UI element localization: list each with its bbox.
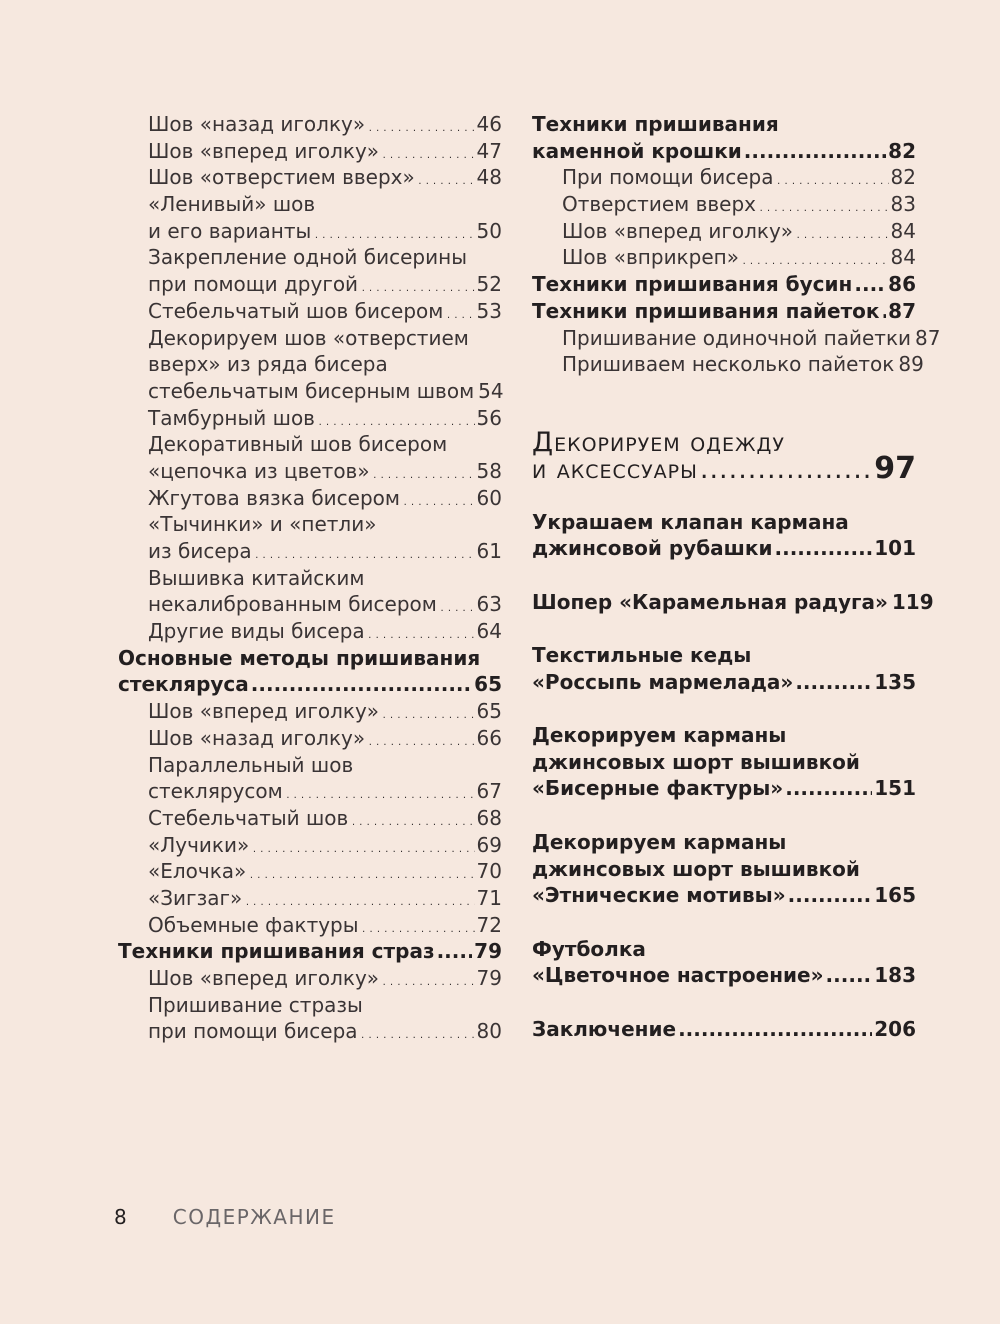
toc-entry-title: Пришивание одиночной пайетки xyxy=(562,325,912,350)
toc-dot-leader xyxy=(445,298,474,325)
toc-spacer xyxy=(532,562,916,589)
toc-subentry xyxy=(118,752,502,779)
toc-entry-title: Другие виды бисера xyxy=(148,619,365,644)
toc-chapter-entry xyxy=(532,829,916,856)
toc-subentry xyxy=(118,111,502,138)
toc-dot-leader xyxy=(372,458,475,485)
toc-entry-title: Техники пришивания xyxy=(532,112,779,136)
toc-entry-title: Техники пришивания бусин xyxy=(532,272,853,297)
toc-page-number: 101 xyxy=(874,536,916,561)
toc-entry-title: Жгутова вязка бисером xyxy=(148,485,400,510)
toc-chapter-entry xyxy=(532,642,916,669)
toc-entry-title: при помощи бисера xyxy=(148,1019,358,1044)
toc-chapter-entry xyxy=(532,589,934,616)
toc-dot-leader xyxy=(251,832,474,859)
toc-dot-leader xyxy=(381,138,475,165)
toc-dot-leader xyxy=(367,618,475,645)
toc-section-spacer xyxy=(532,378,916,430)
toc-page-number: 65 xyxy=(476,699,502,724)
toc-page-number: 89 xyxy=(898,352,924,377)
toc-subentry xyxy=(118,965,502,992)
toc-dot-leader xyxy=(248,858,474,885)
toc-subentry xyxy=(118,298,502,325)
toc-subentry xyxy=(118,244,502,271)
toc-entry-title: Параллельный шов xyxy=(148,752,354,777)
toc-entry-title: каменной крошки xyxy=(532,138,742,163)
toc-spacer xyxy=(532,615,916,642)
toc-entry-title: Шов «вперед иголку» xyxy=(148,699,380,724)
toc-subentry xyxy=(118,698,502,725)
toc-page-number: 47 xyxy=(476,138,502,163)
toc-entry-title: «Россыпь мармелада» xyxy=(532,669,794,694)
toc-entry-title: «Лучики» xyxy=(148,832,250,857)
toc-subentry xyxy=(118,858,502,885)
toc-chapter-entry xyxy=(532,1016,916,1043)
toc-subentry xyxy=(532,351,924,378)
toc-subentry xyxy=(118,538,502,565)
toc-spacer xyxy=(532,909,916,936)
toc-page-number: 52 xyxy=(476,272,502,297)
toc-subentry xyxy=(118,485,502,512)
toc-dot-leader xyxy=(881,298,886,325)
toc-subentry xyxy=(532,164,916,191)
toc-page-number: 82 xyxy=(890,165,916,190)
toc-entry-title: Шов «назад иголку» xyxy=(148,725,366,750)
toc-chapter-entry xyxy=(532,882,916,909)
toc-entry-title: Отверстием вверх xyxy=(562,192,756,217)
toc-entry-title: «Елочка» xyxy=(148,859,247,884)
toc-entry-title: из бисера xyxy=(148,539,252,563)
toc-chapter-entry xyxy=(532,535,916,562)
toc-chapter-entry xyxy=(532,749,916,776)
toc-dot-leader xyxy=(744,138,886,165)
toc-entry-title: Шов «отверстием вверх» xyxy=(148,165,415,190)
toc-entry-title: Пришиваем несколько пайеток xyxy=(562,352,895,377)
toc-page-number: 48 xyxy=(476,165,502,190)
toc-subentry xyxy=(532,244,916,271)
toc-dot-leader xyxy=(437,938,473,965)
toc-page-number: 65 xyxy=(474,672,502,697)
toc-page-number: 97 xyxy=(874,450,916,486)
toc-page-number: 80 xyxy=(476,1019,502,1044)
toc-subentry xyxy=(118,431,502,458)
toc-chapter-entry xyxy=(532,669,916,696)
toc-spacer xyxy=(532,695,916,722)
toc-entry-title: «Зигзаг» xyxy=(148,885,243,910)
toc-spacer xyxy=(532,482,916,509)
toc-dot-leader xyxy=(776,164,889,191)
toc-subentry xyxy=(532,218,916,245)
toc-entry-title: Техники пришивания страз xyxy=(118,939,435,964)
toc-dot-leader xyxy=(285,778,475,805)
toc-entry-title: Шов «вприкреп» xyxy=(562,245,739,270)
toc-page-number: 64 xyxy=(476,619,502,644)
toc-subentry xyxy=(532,325,941,352)
toc-page-number: 84 xyxy=(890,245,916,270)
toc-entry-title: Футболка xyxy=(532,936,646,961)
toc-subentry xyxy=(118,458,502,485)
toc-entry-title: Декорируем карманы xyxy=(532,829,787,854)
toc-page-number: 61 xyxy=(476,539,502,563)
toc-dot-leader xyxy=(381,965,475,992)
toc-dot-leader xyxy=(244,885,474,912)
toc-chapter-entry xyxy=(532,138,916,165)
page-number: 8 xyxy=(114,1205,127,1229)
toc-spacer xyxy=(532,989,916,1016)
toc-entry-title: Украшаем клапан кармана xyxy=(532,509,849,534)
toc-subentry xyxy=(118,992,502,1019)
toc-page-number: 58 xyxy=(476,458,502,483)
toc-page-number: 135 xyxy=(874,669,916,694)
toc-entry-title: Стебельчатый шов бисером xyxy=(148,298,444,323)
toc-entry-title: стеклярусом xyxy=(148,779,283,804)
toc-subentry xyxy=(118,405,502,432)
toc-entry-title: Тамбурный шов xyxy=(148,405,315,430)
toc-entry-title: Декорируем одежду xyxy=(532,426,785,458)
toc-page-number: 87 xyxy=(915,325,941,350)
toc-entry-title: «Бисерные фактуры» xyxy=(532,776,784,801)
toc-entry-title: Стебельчатый шов xyxy=(148,805,349,830)
toc-subentry xyxy=(118,138,502,165)
toc-entry-title: Техники пришивания пайеток xyxy=(532,298,880,323)
toc-dot-leader xyxy=(417,164,475,191)
toc-entry-title: «Этнические мотивы» xyxy=(532,883,786,908)
toc-subentry xyxy=(118,912,502,939)
toc-subentry xyxy=(118,618,502,645)
toc-page-number: 83 xyxy=(890,192,916,217)
toc-dot-leader xyxy=(700,457,872,483)
toc-dot-leader xyxy=(254,538,475,565)
toc-page-number: 56 xyxy=(476,405,502,430)
toc-entry-title: «Цветочное настроение» xyxy=(532,963,824,988)
toc-subentry xyxy=(118,164,502,191)
toc-chapter-entry xyxy=(532,271,916,298)
toc-chapter-entry xyxy=(532,775,916,802)
toc-chapter-entry xyxy=(532,936,916,963)
toc-page-number: 50 xyxy=(476,218,502,243)
toc-subentry xyxy=(118,725,502,752)
toc-dot-leader xyxy=(788,882,873,909)
toc-entry-title: Декоративный шов бисером xyxy=(148,432,448,457)
toc-page-number: 63 xyxy=(476,592,502,617)
toc-chapter-entry xyxy=(532,722,916,749)
toc-subentry xyxy=(118,885,502,912)
toc-dot-leader xyxy=(350,805,474,832)
toc-entry-title: Декорируем карманы xyxy=(532,723,787,748)
toc-dot-leader xyxy=(826,962,873,989)
toc-entry-title: джинсовых шорт вышивкой xyxy=(532,856,860,881)
toc-entry-title: некалиброванным бисером xyxy=(148,592,437,617)
toc-subentry xyxy=(118,378,502,405)
toc-page-number: 119 xyxy=(891,589,934,614)
toc-subentry xyxy=(532,191,916,218)
toc-entry-title: и аксессуары xyxy=(532,453,698,485)
toc-dot-leader xyxy=(317,405,475,432)
toc-dot-leader xyxy=(795,669,872,696)
toc-subentry xyxy=(118,325,502,352)
toc-chapter-entry xyxy=(118,645,502,672)
toc-page-number: 66 xyxy=(476,725,502,750)
toc-dot-leader xyxy=(361,912,475,939)
toc-page-number: 87 xyxy=(888,298,916,323)
toc-page-number: 79 xyxy=(474,939,502,964)
toc-right-column xyxy=(532,111,941,1042)
toc-dot-leader xyxy=(367,725,474,752)
toc-page-number: 46 xyxy=(476,112,502,136)
toc-page-number: 70 xyxy=(476,859,502,884)
toc-subentry xyxy=(118,832,502,859)
toc-page-number: 68 xyxy=(476,805,502,830)
toc-chapter-entry xyxy=(532,962,916,989)
toc-dot-leader xyxy=(854,271,886,298)
toc-subentry xyxy=(118,271,502,298)
toc-page-number: 206 xyxy=(874,1016,916,1041)
toc-page-number: 71 xyxy=(476,885,502,910)
toc-page-number: 84 xyxy=(890,218,916,243)
toc-subentry xyxy=(118,805,502,832)
toc-chapter-entry xyxy=(118,671,502,698)
toc-dot-leader xyxy=(360,271,474,298)
toc-page-number: 82 xyxy=(888,138,916,163)
toc-subentry xyxy=(118,778,502,805)
toc-entry-title: джинсовой рубашки xyxy=(532,536,773,561)
toc-entry-title: Основные методы пришивания xyxy=(118,645,481,670)
toc-entry-title: Шов «вперед иголку» xyxy=(562,218,794,243)
toc-subentry xyxy=(118,511,502,538)
toc-entry-title: Шов «назад иголку» xyxy=(148,112,366,136)
toc-entry-title: «Тычинки» и «петли» xyxy=(148,512,377,537)
toc-entry-title: Объемные фактуры xyxy=(148,912,359,937)
toc-dot-leader xyxy=(381,698,475,725)
running-title: СОДЕРЖАНИЕ xyxy=(172,1205,336,1229)
toc-dot-leader xyxy=(367,111,474,138)
toc-entry-title: и его варианты xyxy=(148,218,312,243)
toc-dot-leader xyxy=(402,485,475,512)
toc-page-number: 54 xyxy=(478,378,504,403)
toc-dot-leader xyxy=(795,218,889,245)
toc-dot-leader xyxy=(741,244,889,271)
toc-chapter-entry xyxy=(532,111,916,138)
toc-entry-title: Вышивка китайским xyxy=(148,565,365,590)
toc-page-number: 69 xyxy=(476,832,502,857)
toc-entry-title: при помощи другой xyxy=(148,272,359,297)
toc-page-number: 72 xyxy=(476,912,502,937)
toc-section-heading xyxy=(532,426,916,458)
toc-section-heading xyxy=(532,450,916,486)
toc-entry-title: Текстильные кеды xyxy=(532,643,752,667)
toc-subentry xyxy=(118,565,502,592)
toc-left-column xyxy=(118,111,502,1045)
toc-entry-title: стекляруса xyxy=(118,672,249,697)
toc-dot-leader xyxy=(251,671,472,698)
toc-chapter-entry xyxy=(532,856,916,883)
toc-dot-leader xyxy=(785,775,872,802)
toc-entry-title: Закрепление одной бисерины xyxy=(148,245,467,270)
toc-entry-title: «Ленивый» шов xyxy=(148,192,316,217)
toc-page-number: 67 xyxy=(476,779,502,804)
toc-subentry xyxy=(118,591,502,618)
toc-dot-leader xyxy=(678,1016,872,1043)
page-footer xyxy=(114,1205,336,1229)
toc-entry-title: Шов «вперед иголку» xyxy=(148,966,380,990)
toc-entry-title: Шопер «Карамельная радуга» xyxy=(532,589,888,614)
toc-subentry xyxy=(118,218,502,245)
toc-dot-leader xyxy=(313,218,474,245)
toc-page-number: 183 xyxy=(874,963,916,988)
toc-chapter-entry xyxy=(532,509,916,536)
toc-dot-leader xyxy=(758,191,889,218)
toc-dot-leader xyxy=(360,1018,475,1045)
toc-page-number: 60 xyxy=(476,485,502,510)
toc-page-number: 86 xyxy=(888,272,916,297)
toc-entry-title: вверх» из ряда бисера xyxy=(148,352,388,377)
toc-entry-title: При помощи бисера xyxy=(562,165,774,190)
toc-entry-title: Заключение xyxy=(532,1016,677,1041)
toc-page-number: 53 xyxy=(476,298,502,323)
toc-subentry xyxy=(118,351,502,378)
toc-entry-title: Шов «вперед иголку» xyxy=(148,138,380,163)
toc-page-number: 151 xyxy=(874,776,916,801)
toc-entry-title: «цепочка из цветов» xyxy=(148,458,370,483)
toc-subentry xyxy=(118,1018,502,1045)
toc-page-number: 165 xyxy=(874,883,916,908)
toc-chapter-entry xyxy=(532,298,916,325)
toc-entry-title: джинсовых шорт вышивкой xyxy=(532,749,860,774)
toc-subentry xyxy=(118,191,502,218)
toc-spacer xyxy=(532,802,916,829)
toc-dot-leader xyxy=(439,591,475,618)
toc-entry-title: стебельчатым бисерным швом xyxy=(148,378,475,403)
toc-entry-title: Пришивание стразы xyxy=(148,992,363,1017)
toc-page-number: 79 xyxy=(476,966,502,990)
toc-entry-title: Декорируем шов «отверстием xyxy=(148,325,469,350)
toc-chapter-entry xyxy=(118,938,502,965)
toc-dot-leader xyxy=(775,535,873,562)
